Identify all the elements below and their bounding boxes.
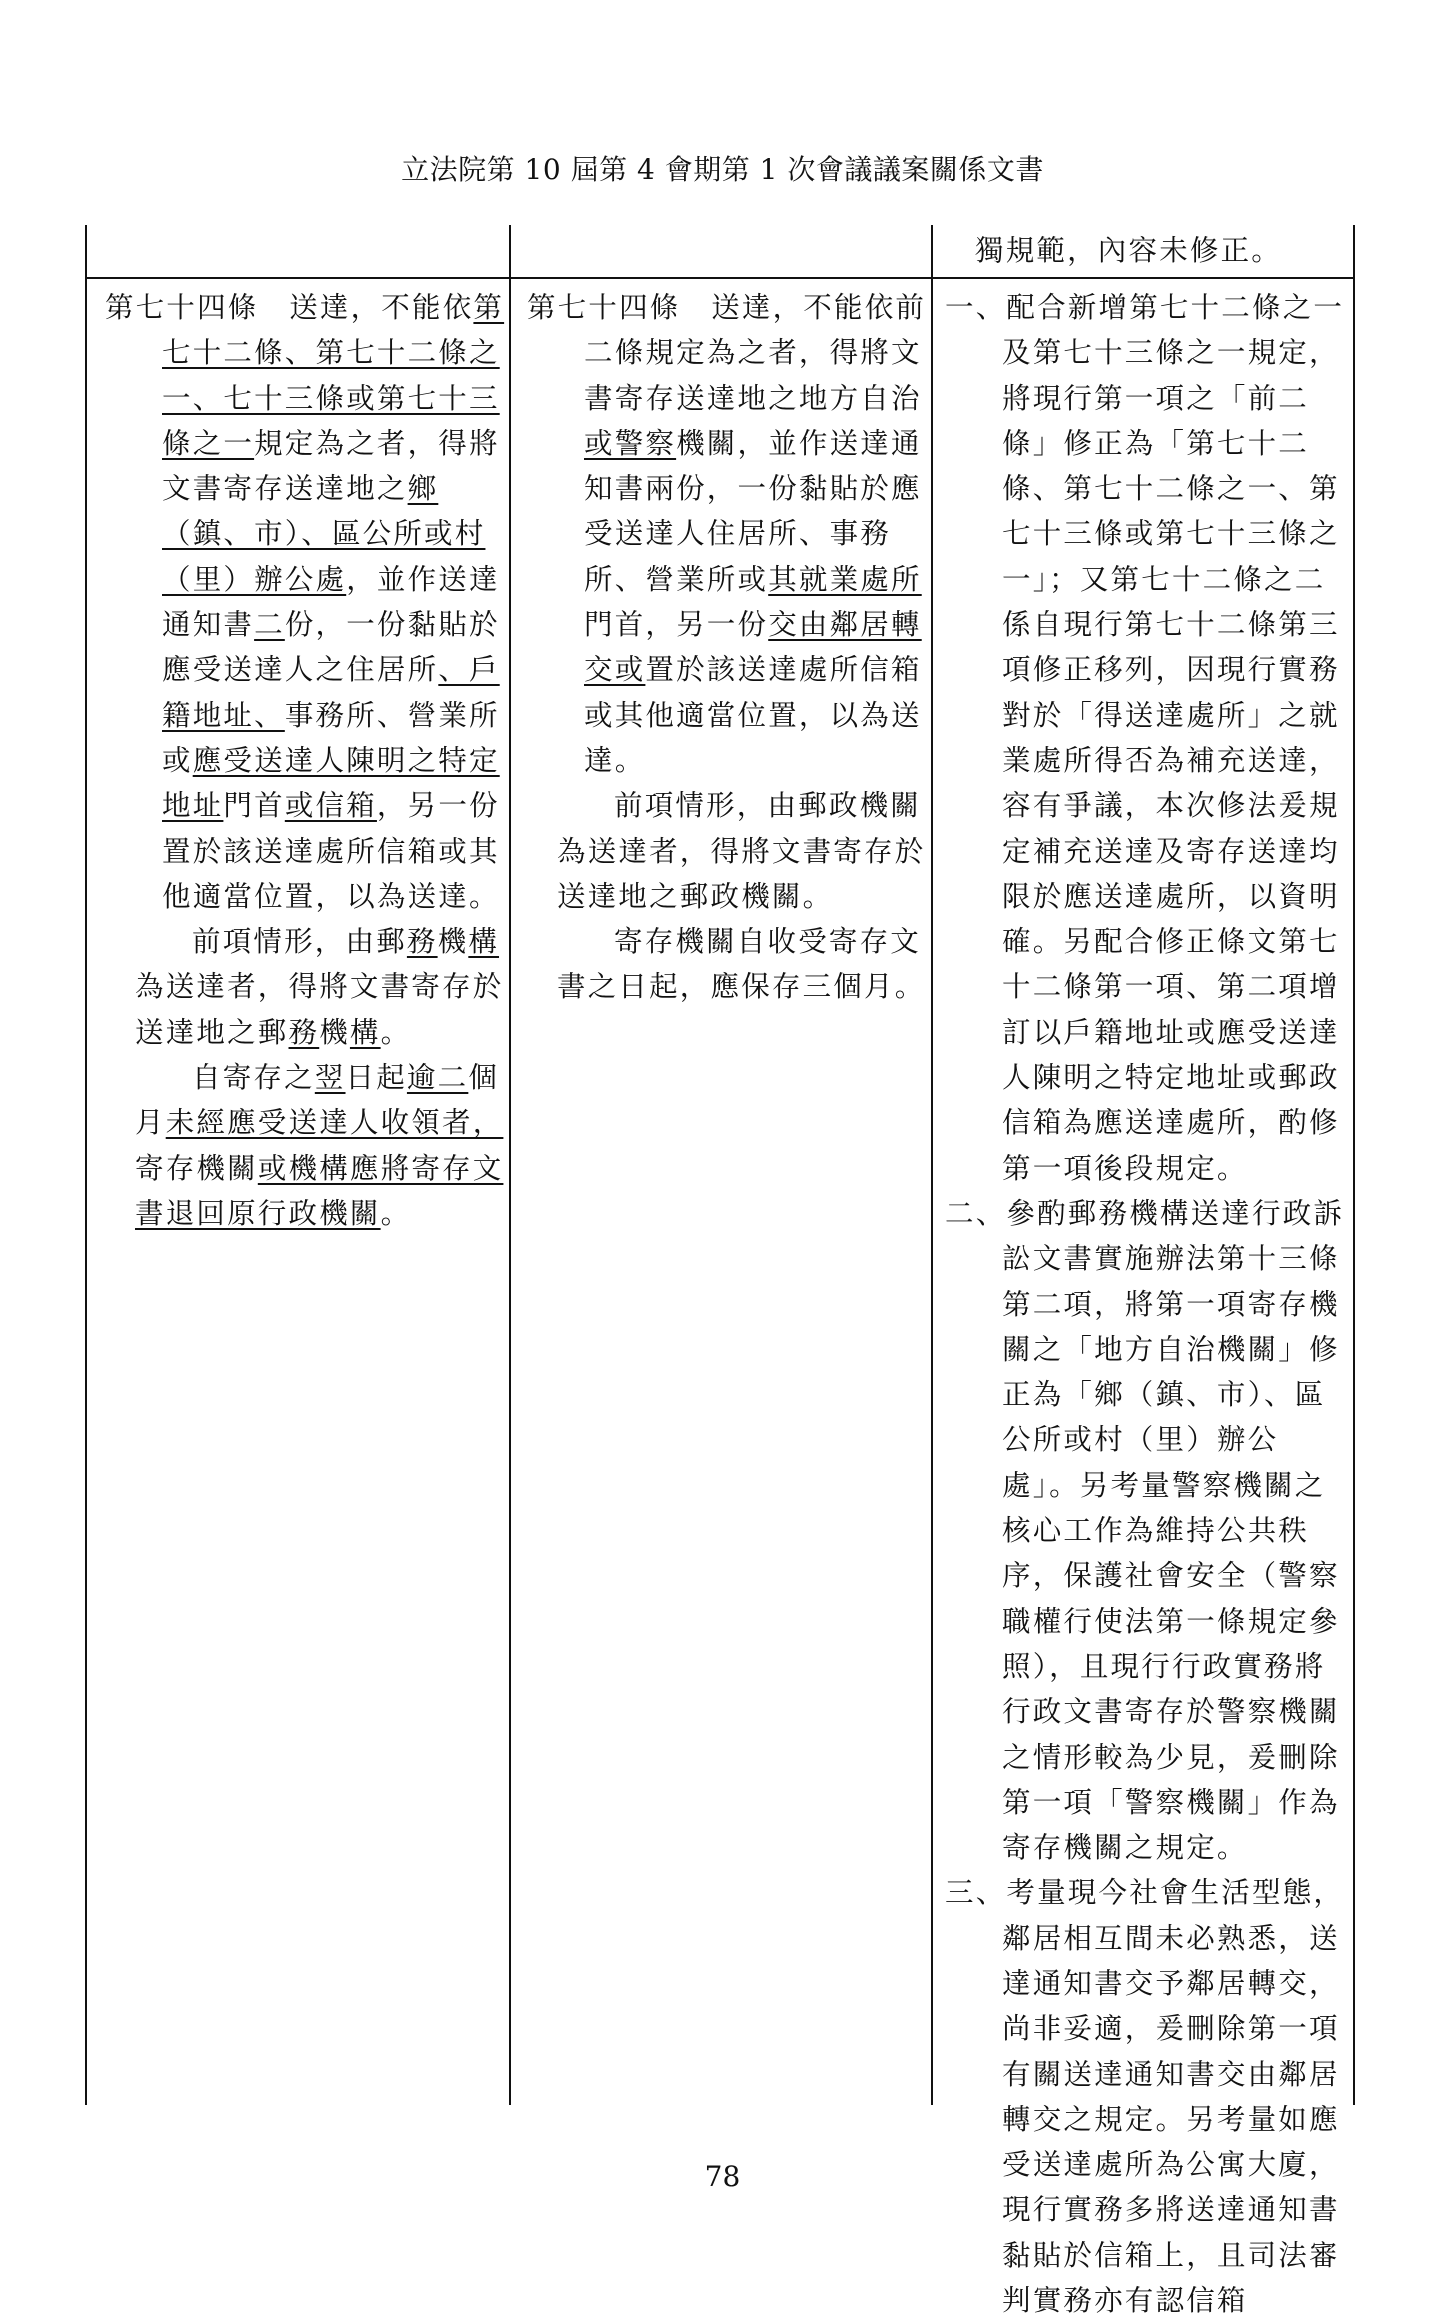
text-segment: 前項情形，由郵 [192, 925, 407, 959]
text-segment: 日起 [345, 1061, 407, 1095]
explanation-item-label: 一、 [945, 291, 1007, 324]
current-paragraph-1 [527, 285, 927, 783]
explanation-cell [945, 277, 1347, 2323]
explanation-item-label: 三、 [945, 1876, 1007, 1910]
document-header: 立法院第 10 屆第 4 會期第 1 次會議議案關係文書 [401, 153, 1044, 186]
text-segment: 寄存機關 [135, 1151, 258, 1185]
amended-underlined-text: 鄉（鎮、市）、區公所或村（里）辦公處 [162, 472, 486, 596]
text-segment: 門首，另一份 [584, 608, 769, 642]
text-segment: 為送達者，得將文書寄存於送達地之郵 [135, 970, 504, 1049]
amended-underlined-text: 、戶籍地址、 [162, 653, 500, 732]
text-segment: 門首 [223, 789, 285, 823]
explanation-item-text: 考量現今社會生活型態，鄰居相互間未必熟悉，送達通知書交予鄰居轉交，尚非妥適，爰刪除第一項有關送達通知書交由鄰居轉交之規定。另考量如應受送達處所為公寓大廈，現行實務多將送達通知書黏貼於信箱上，且司法審判實務亦有認信箱 [1002, 1876, 1345, 2318]
continuation-cell-current [527, 225, 927, 277]
text-segment: 第七十四條 送達，不能依前二條規定為之者，得將文書寄存送達地之地方自治 [527, 291, 927, 415]
text-segment: 份，一份黏貼於應受送達人之住居所 [162, 608, 500, 687]
amended-underlined-text: 構 [349, 1015, 381, 1049]
text-segment: 第七十四條 送達，不能依 [105, 291, 474, 324]
text-segment: 自寄存之 [192, 1061, 315, 1095]
amended-paragraph-2 [105, 919, 505, 1055]
text-segment: 機關，並作送達通知書兩份，一份黏貼於應受送達人住居所、事務所、營業所或 [584, 426, 922, 596]
amended-underlined-text: 逾二 [406, 1061, 469, 1095]
amended-underlined-text: 交由鄰居轉交或 [584, 608, 922, 687]
explanation-item-label: 二、 [945, 1196, 1007, 1230]
amended-underlined-text: 或信箱 [284, 789, 377, 823]
explanation-column [931, 225, 1353, 2318]
page-number: 78 [704, 2160, 741, 2193]
text-segment: 事務所、營業所或 [162, 698, 500, 777]
amended-underlined-text: 翌 [314, 1061, 346, 1095]
current-article-cell [527, 277, 927, 1010]
text-segment: 。 [380, 1015, 412, 1049]
amended-underlined-text: 或機構應將寄存文書退回原行政機關 [135, 1151, 504, 1230]
amended-underlined-text: 務 [406, 925, 438, 959]
amended-article-cell [105, 277, 505, 1236]
explanation-item-text: 配合新增第七十二條之一及第七十三條之一規定，將現行第一項之「前二條」修正為「第七十二條、第七十二條之一、第七十三條或第七十三條之一」；又第七十二條之二係自現行第七十二條第三項修正移列，因現行實務對於「得送達處所」之就業處所得否為補充送達，容有爭議，本次修法爰規定補充送達及寄存送達均限於應送達處所，以資明確。另配合修正條文第七十二條第一項、第二項增訂以戶籍地址或應受送達人陳明之特定地址或郵政信箱為應送達處所，酌修第一項後段規定。 [1002, 291, 1345, 1185]
text-segment: 規定為之者，得將文書寄存送達地之 [162, 426, 500, 506]
amended-underlined-text: 或警察 [584, 426, 677, 460]
text-segment: ，另一份置於該送達處所信箱或其他適當位置，以為送達。 [162, 789, 500, 913]
text-segment: ，並作送達通知書 [162, 562, 500, 642]
amended-underlined-text: 未經應受送達人收領者， [165, 1106, 504, 1140]
explanation-item [945, 1191, 1347, 1870]
table-border-right [1353, 225, 1355, 2105]
current-paragraph-3: 寄存機關自收受寄存文書之日起，應保存三個月。 [557, 925, 926, 1004]
amended-underlined-text: 構 [468, 925, 500, 959]
text-segment: 。 [380, 1196, 412, 1230]
amended-underlined-text: 其就業處所 [768, 562, 922, 596]
amended-paragraph-3 [105, 1055, 505, 1236]
text-segment: 機 [319, 1015, 350, 1049]
amended-underlined-text: 二 [254, 608, 285, 642]
continuation-cell-amended [105, 225, 505, 277]
text-segment: 置於該送達處所信箱或其他適當位置，以為送達。 [584, 653, 922, 777]
amended-paragraph-1 [105, 285, 505, 919]
text-segment: 機 [437, 925, 469, 959]
amended-text-column [87, 225, 509, 2105]
explanation-item-text: 參酌郵務機構送達行政訴訟文書實施辦法第十三條第二項，將第一項寄存機關之「地方自治機關」修正為「鄉（鎮、市）、區公所或村（里）辦公處」。另考量警察機關之核心工作為維持公共秩序，保護社會安全（警察職權行使法第一條規定參照），且現行行政實務將行政文書寄存於警察機關之情形較為少見，爰刪除第一項「警察機關」作為寄存機關之規定。 [1002, 1196, 1345, 1865]
amended-underlined-text: 第七十二條、第七十二條之一、七十三條或第七十三條之一 [162, 291, 505, 460]
current-paragraph-2: 前項情形，由郵政機關為送達者，得將文書寄存於送達地之郵政機關。 [557, 789, 926, 913]
continuation-cell-explanation: 獨規範，內容未修正。 [975, 234, 1283, 268]
explanation-item [945, 285, 1347, 1191]
amended-underlined-text: 務 [288, 1015, 320, 1049]
explanation-item [945, 1870, 1347, 2323]
text-segment: 個月 [135, 1061, 500, 1140]
amended-underlined-text: 應受送達人陳明之特定地址 [162, 743, 500, 823]
current-text-column [509, 225, 931, 2105]
